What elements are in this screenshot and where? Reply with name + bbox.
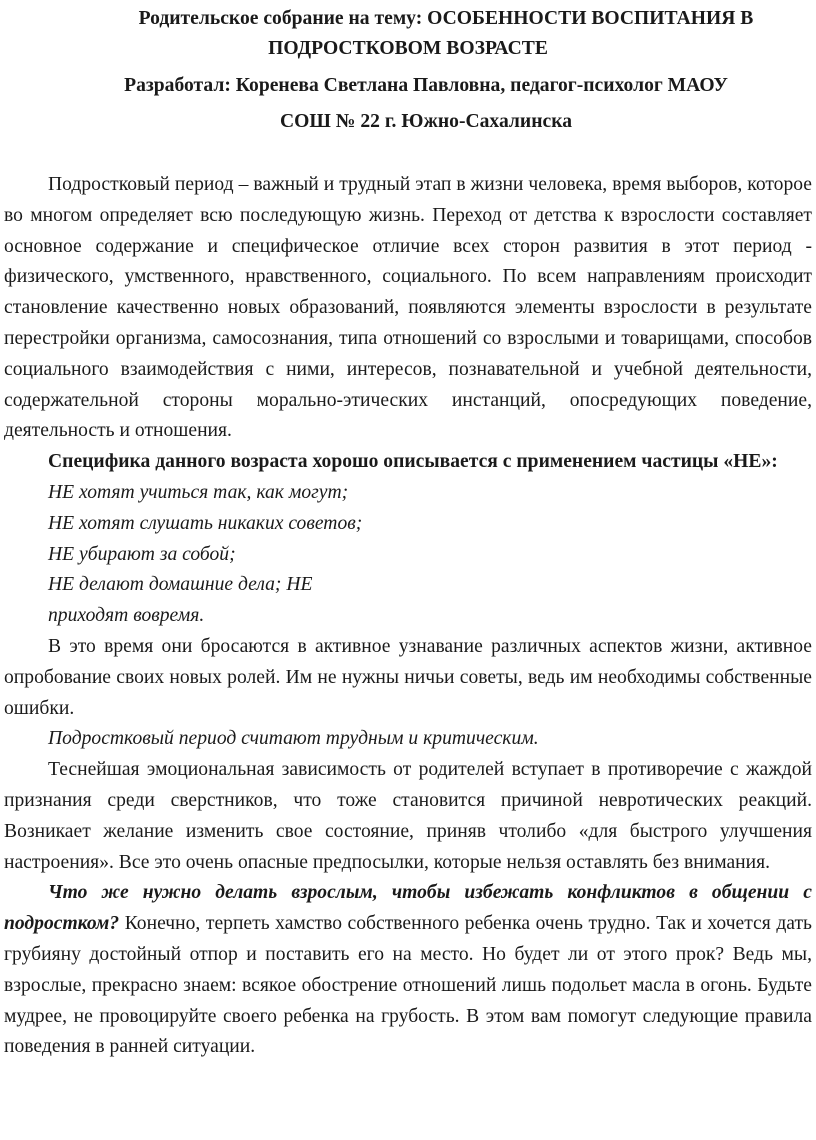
author-line-1: Разработал: Коренева Светлана Павловна, педагог-психолог МАОУ	[124, 75, 728, 96]
paragraph-intro: Подростковый период – важный и трудный этап в жизни человека, время выборов, которое во многом определяет всю последующую жизнь. Переход от детства к взрослости составляет основное содержание и специфическое отличие всех сторон развития в этот период - физического, умственного, нравственного, социального. По всем направлениям происходит становление качественно новых образований, появляются элементы взрослости в результате перестройки организма, самосознания, типа отношений со взрослыми и товарищами, способов социального взаимодействия с ними, интересов, познавательной и учебной деятельности, содержательной стороны морально-этических инстанций, опосредующих поведение, деятельность и отношения.	[4, 174, 812, 442]
title-line-1: Родительское собрание на тему: ОСОБЕННОСТИ ВОСПИТАНИЯ В	[138, 8, 754, 29]
paragraph-emotional-dependence: Теснейшая эмоциональная зависимость от родителей вступает в противоречие с жаждой признания среди сверстников, что тоже становится причиной невротических реакций. Возникает желание изменить свое состояние, приняв чтолибо «для быстрого улучшения настроения». Все это очень опасные предпосылки, которые нельзя оставлять без внимания.	[4, 759, 812, 873]
advice-question: Что же нужно делать взрослым, чтобы избежать конфликтов в общении с подростком?	[4, 882, 812, 935]
list-item: НЕ делают домашние дела; НЕ	[48, 574, 313, 596]
specifics-heading: Специфика данного возраста хорошо описывается с применением частицы «НЕ»:	[48, 451, 778, 473]
list-item: приходят вовремя.	[48, 605, 205, 627]
title-line-2: ПОДРОСТКОВОМ ВОЗРАСТЕ	[268, 38, 548, 59]
list-item: НЕ хотят слушать никаких советов;	[48, 512, 363, 534]
list-item: НЕ хотят учиться так, как могут;	[48, 481, 349, 503]
paragraph-critical-period: Подростковый период считают трудным и критическим.	[48, 728, 539, 750]
author-line-2: СОШ № 22 г. Южно-Сахалинска	[279, 111, 572, 132]
list-item: НЕ убирают за собой;	[48, 543, 236, 565]
paragraph-exploration: В это время они бросаются в активное узнавание различных аспектов жизни, активное опробование своих новых ролей. Им не нужны ничьи советы, ведь им необходимы собственные ошибки.	[4, 635, 812, 719]
paragraph-advice	[4, 878, 812, 1063]
advice-text: Конечно, терпеть хамство собственного ребенка очень трудно. Так и хочется дать грубияну достойный отпор и поставить его на место. Но будет ли от этого прок? Ведь мы, взрослые, прекрасно знаем: всякое обострение отношений лишь подольет масла в огонь. Будьте мудрее, не провоцируйте своего ребенка на грубость. В этом вам помогут следующие правила поведения в ранней ситуации.	[4, 913, 812, 1058]
